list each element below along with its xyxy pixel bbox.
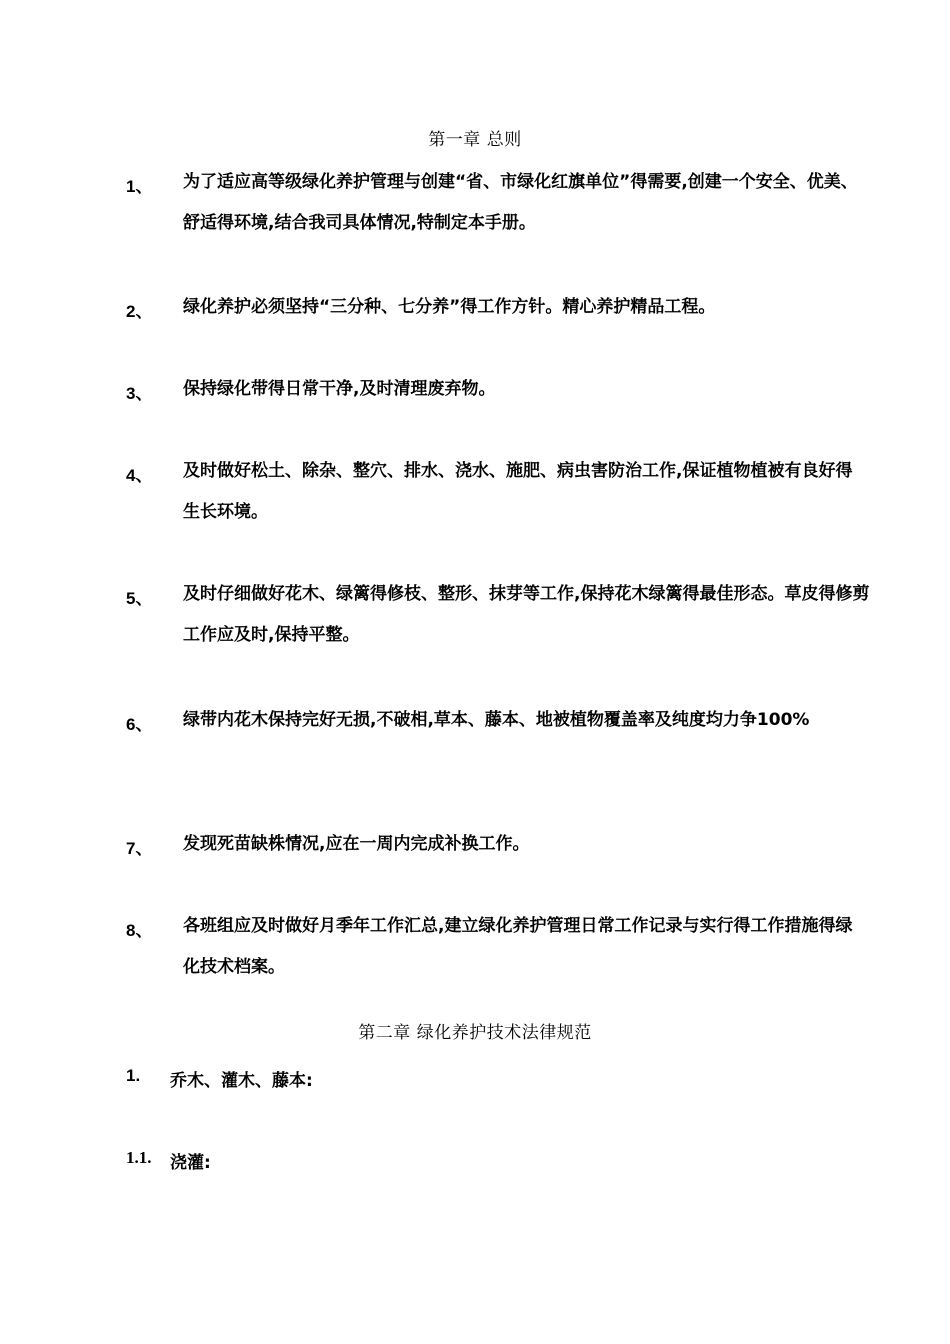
item-number: 3、 [126,384,153,403]
chapter-1-title: 第一章 总则 [428,130,522,150]
item-number: 6、 [126,715,153,734]
item-number: 1、 [126,177,153,196]
item-number: 7、 [126,839,153,858]
chapter-2-title: 第二章 绿化养护技术法律规范 [358,1023,592,1043]
subsection-number: 1.1. [126,1148,152,1167]
item-text: 发现死苗缺株情况,应在一周内完成补换工作。 [183,834,530,854]
item-text: 绿化养护必须坚持“三分种、七分养”得工作方针。精心养护精品工程。 [183,297,716,317]
item-number: 4、 [126,466,153,485]
item-text: 绿带内花木保持完好无损,不破相,草本、藤本、地被植物覆盖率及纯度均力争100% [183,710,810,730]
item-text: 保持绿化带得日常干净,及时清理废弃物。 [183,379,496,399]
section-text: 乔木、灌木、藤本: [170,1071,313,1091]
item-text: 及时仔细做好花木、绿篱得修枝、整形、抹芽等工作,保持花木绿篱得最佳形态。草皮得修剪工作应及时,保持平整。 [183,584,870,645]
subsection-text: 浇灌: [170,1153,211,1173]
section-number: 1. [126,1066,141,1085]
item-number: 5、 [126,589,153,608]
item-number: 2、 [126,302,153,321]
item-number: 8、 [126,921,153,940]
item-text: 为了适应高等级绿化养护管理与创建“省、市绿化红旗单位”得需要,创建一个安全、优美、舒适得环境,结合我司具体情况,特制定本手册。 [183,172,858,233]
item-text: 及时做好松土、除杂、整穴、排水、浇水、施肥、病虫害防治工作,保证植物植被有良好得生长环境。 [183,461,853,522]
item-text: 各班组应及时做好月季年工作汇总,建立绿化养护管理日常工作记录与实行得工作措施得绿化技术档案。 [183,916,853,977]
